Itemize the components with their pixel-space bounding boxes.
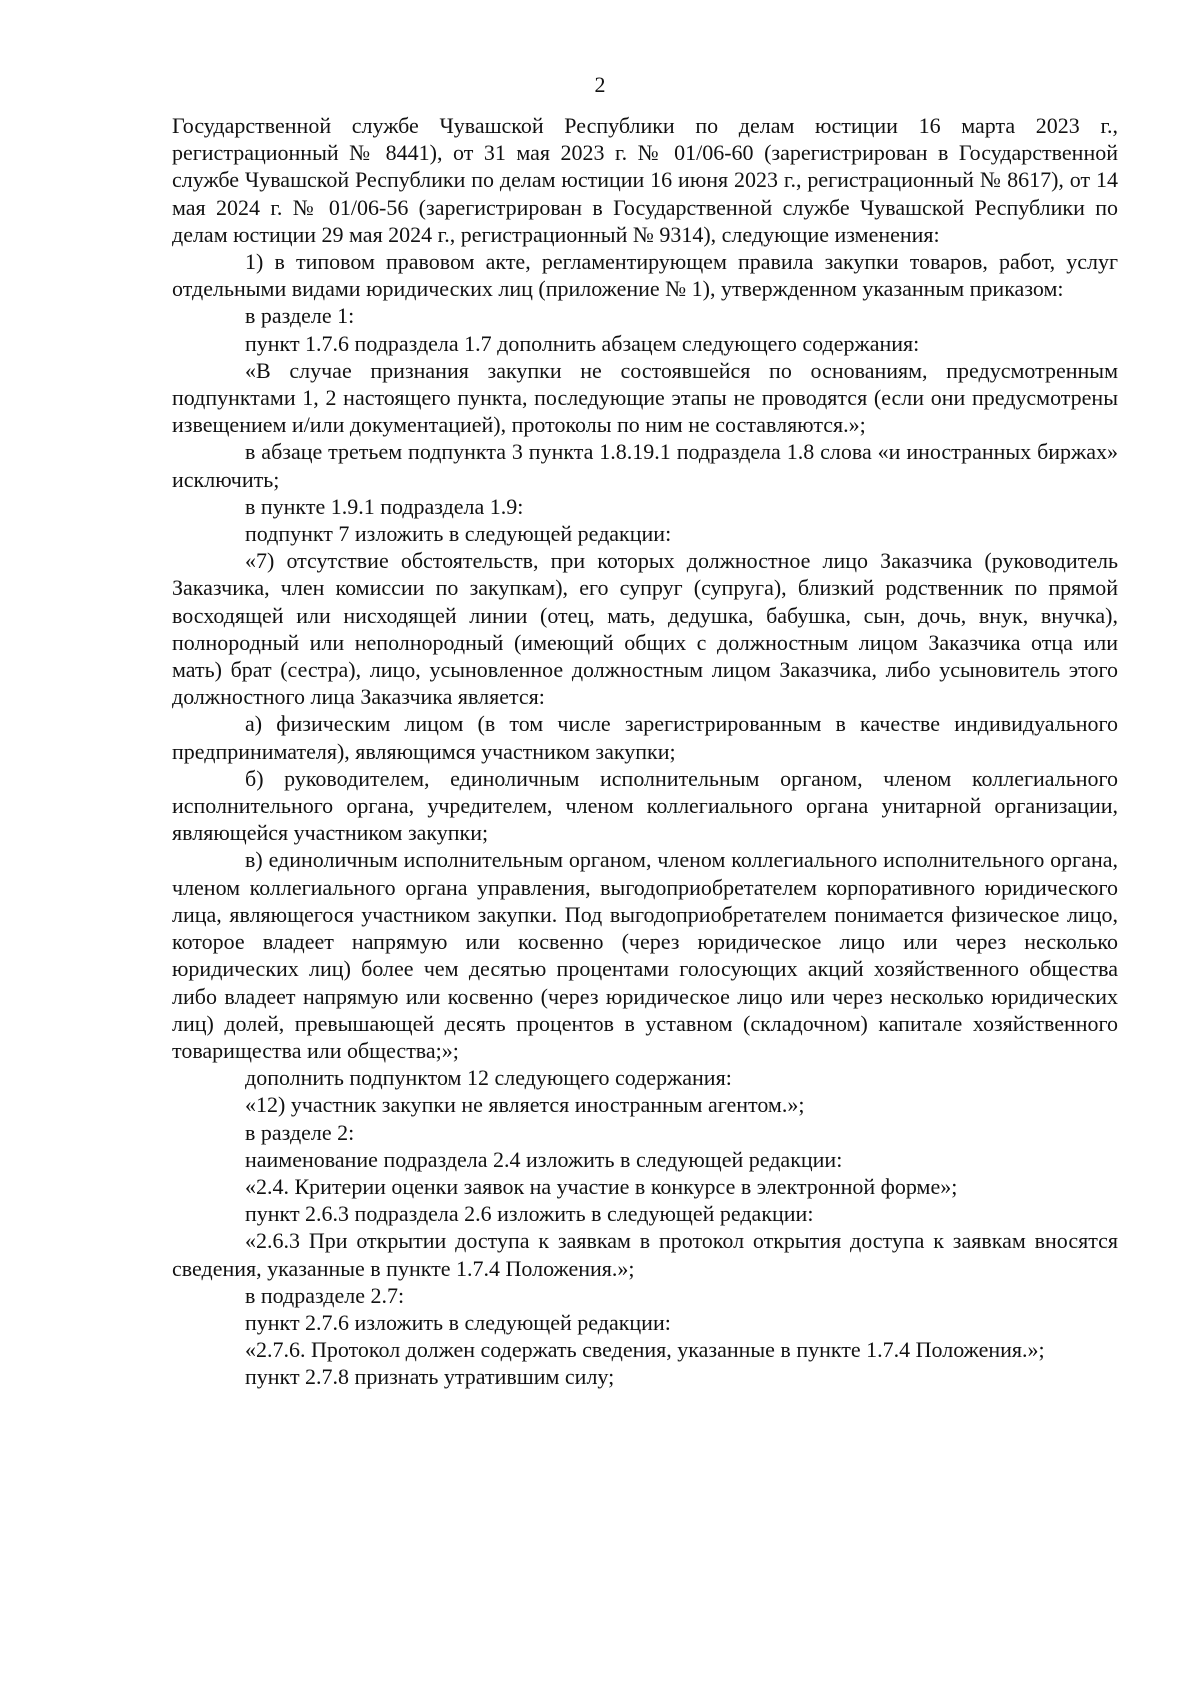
paragraph: 1) в типовом правовом акте, регламентирующем правила закупки товаров, работ, услуг отдельными видами юридических лиц (приложение № 1), утвержденном указанным приказом: [172, 249, 1118, 302]
paragraph: наименование подраздела 2.4 изложить в следующей редакции: [245, 1146, 843, 1172]
paragraph: «2.6.3 При открытии доступа к заявкам в протокол открытия доступа к заявкам вносятся сведения, указанные в пункте 1.7.4 Положения.»; [172, 1228, 1118, 1281]
paragraph: «2.4. Критерии оценки заявок на участие в конкурсе в электронной форме»; [245, 1173, 958, 1199]
paragraph: «В случае признания закупки не состоявшейся по основаниям, предусмотренным подпунктами 1, 2 настоящего пункта, последующие этапы не проводятся (если они предусмотрены извещением и/или документацией), протоколы по ним не составляются.»; [172, 357, 1118, 438]
paragraph: в) единоличным исполнительным органом, членом коллегиального исполнительного органа, членом коллегиального органа управления, выгодоприобретателем корпоративного юридического лица, являющегося участником закупки. Под выгодоприобретателем понимается физическое лицо, которое владеет напрямую или косвенно (через юридическое лицо или через несколько юридических лиц) более чем десятью процентами голосующих акций хозяйственного общества либо владеет напрямую или косвенно (через юридическое лицо или через несколько юридических лиц) долей, превышающей десять процентов в уставном (складочном) капитале хозяйственного товарищества или общества;»; [172, 847, 1118, 1063]
paragraph: в пункте 1.9.1 подраздела 1.9: [245, 493, 524, 519]
paragraph: «2.7.6. Протокол должен содержать сведения, указанные в пункте 1.7.4 Положения.»; [245, 1337, 1045, 1363]
paragraph: в разделе 2: [245, 1119, 355, 1145]
paragraph: «12) участник закупки не является иностранным агентом.»; [245, 1092, 805, 1118]
paragraph: пункт 2.7.6 изложить в следующей редакции: [245, 1309, 671, 1335]
paragraph: б) руководителем, единоличным исполнительным органом, членом коллегиального исполнительного органа, учредителем, членом коллегиального органа унитарной организации, являющейся участником закупки; [172, 765, 1118, 846]
paragraph: «7) отсутствие обстоятельств, при которых должностное лицо Заказчика (руководитель Заказчика, член комиссии по закупкам), его супруг (супруга), близкий родственник по прямой восходящей или нисходящей линии (отец, мать, дедушка, бабушка, сын, дочь, внук, внучка), полнородный или неполнородный (имеющий общих с должностным лицом Заказчика отца или мать) брат (сестра), лицо, усыновленное должностным лицом Заказчика, либо усыновитель этого должностного лица Заказчика является: [172, 548, 1118, 710]
paragraph: пункт 1.7.6 подраздела 1.7 дополнить абзацем следующего содержания: [245, 330, 920, 356]
document-body [172, 112, 1118, 1391]
paragraph: а) физическим лицом (в том числе зарегистрированным в качестве индивидуального предпринимателя), являющимся участником закупки; [172, 711, 1118, 764]
page-number: 2 [594, 72, 606, 97]
paragraph: дополнить подпунктом 12 следующего содержания: [245, 1065, 732, 1091]
paragraph: в разделе 1: [245, 303, 355, 329]
paragraph: пункт 2.6.3 подраздела 2.6 изложить в следующей редакции: [245, 1201, 814, 1227]
paragraph: подпункт 7 изложить в следующей редакции: [245, 521, 672, 547]
paragraph: в абзаце третьем подпункта 3 пункта 1.8.19.1 подраздела 1.8 слова «и иностранных биржах» исключить; [172, 439, 1118, 492]
paragraph: Государственной службе Чувашской Республики по делам юстиции 16 марта 2023 г., регистрационный № 8441), от 31 мая 2023 г. № 01/06-60 (зарегистрирован в Государственной службе Чувашской Республики по делам юстиции 16 июня 2023 г., регистрационный № 8617), от 14 мая 2024 г. № 01/06-56 (зарегистрирован в Государственной службе Чувашской Республики по делам юстиции 29 мая 2024 г., регистрационный № 9314), следующие изменения: [172, 113, 1118, 247]
paragraph: в подразделе 2.7: [245, 1282, 405, 1308]
paragraph: пункт 2.7.8 признать утратившим силу; [245, 1364, 615, 1390]
